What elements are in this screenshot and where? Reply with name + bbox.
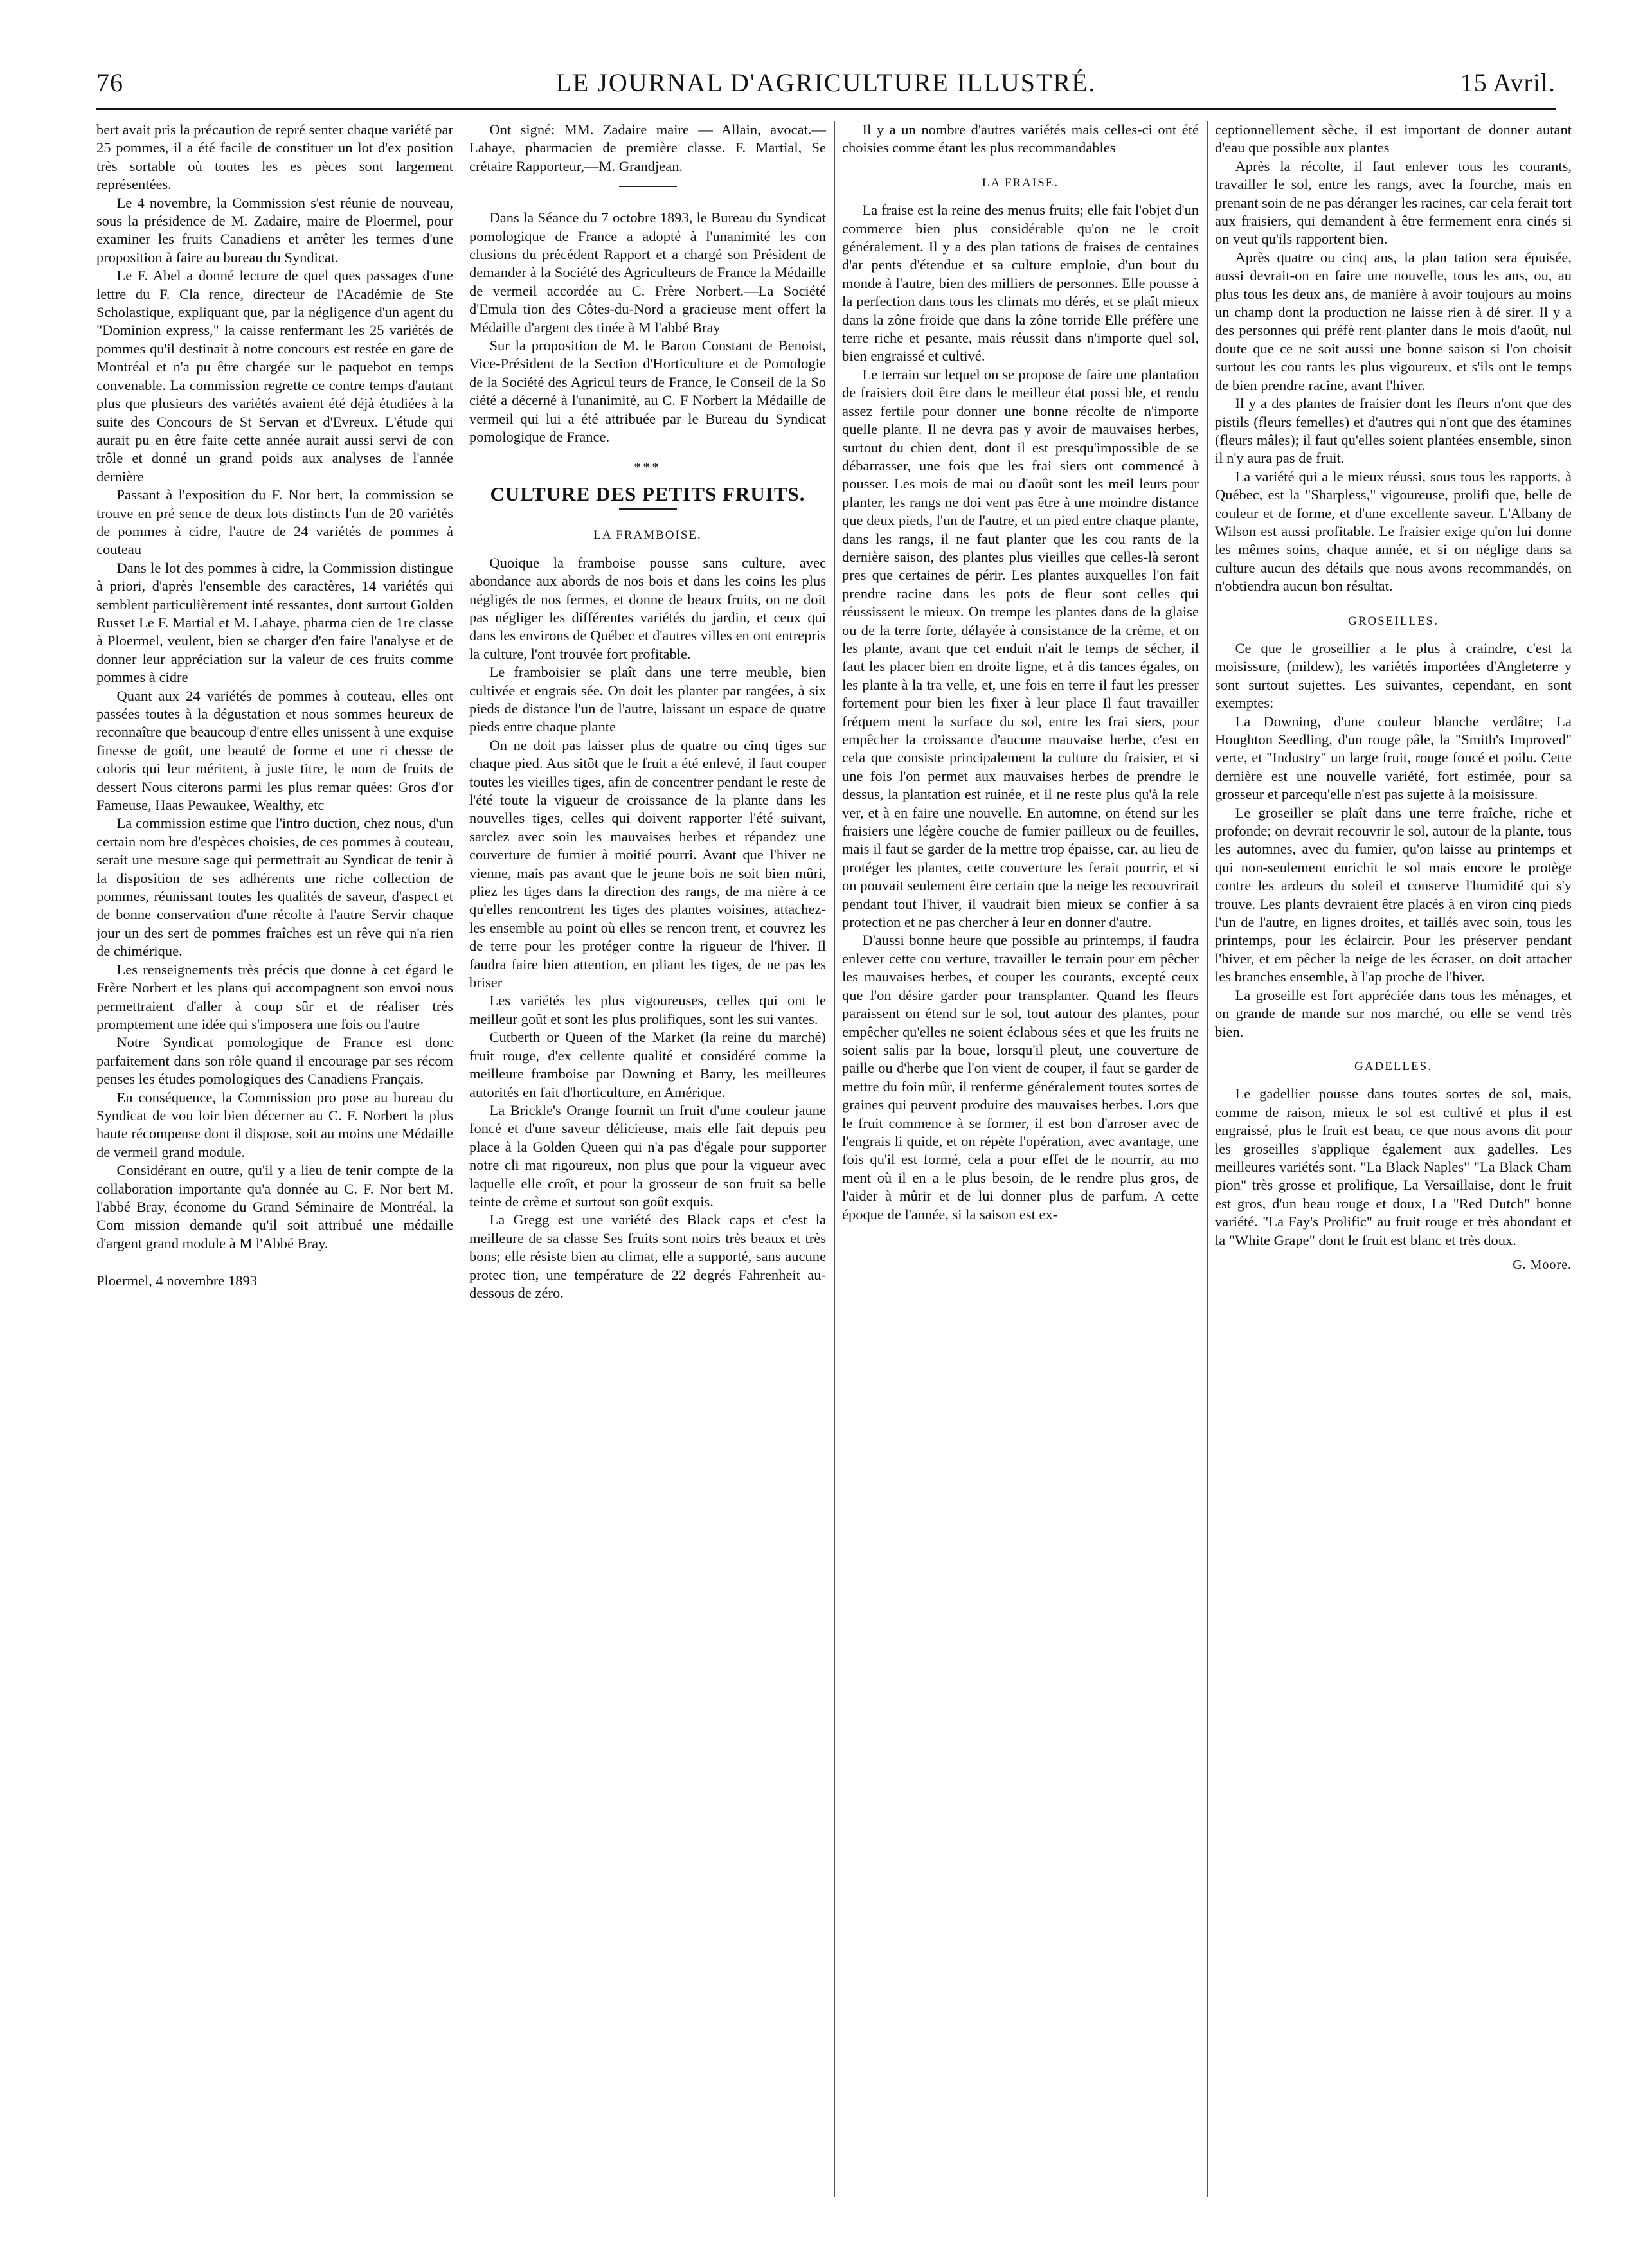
paragraph: Le groseiller se plaît dans une terre fraîche, riche et profonde; on devrait recouvrir le sol, autour de la plante, tous les automnes, avec du fumier, qu'on laisse au printemps et qui non-seulement enrichit le sol mais encore le protège contre les ardeurs du soleil et conserve l'humidité qui s'y trouve. Les plants devraient être placés à en viron cinq pieds l'un de l'autre, en lignes droites, et taillés avec soin, tous les printemps, pour les éclaircir. Pour les préserver pendant l'hiver, et em pêcher la neige de les écraser, on doit attacher les branches ensemble, à l'ap proche de l'hiver. <box>1215 804 1572 985</box>
paragraph: Après quatre ou cinq ans, la plan tation sera épuisée, aussi devrait-on en faire une nouvelle, tous les ans, ou, au plus tous les deux ans, de manière à avoir toujours au moins un champ dont la production ne laisse rien à dé sirer. Il y a des personnes qui préfè rent planter dans le mois d'août, nul doute que ce ne soit aussi une bonne saison si l'on choisit surtout les cou rants les plus vigoureux, et s'ils ont le temps de bien prendre racine, avant l'hiver. <box>1215 249 1572 393</box>
subsection-heading: GADELLES. <box>1354 1059 1432 1073</box>
paragraph: Après la récolte, il faut enlever tous les courants, travailler le sol, entre les rangs, avec la fourche, mais en prenant soin de ne pas déranger les racines, car cela ferait tort aux fraisiers, qui demandent à être fermement enra cinés si on veut qu'ils rapportent bien. <box>1215 157 1572 247</box>
paragraph: On ne doit pas laisser plus de quatre ou cinq tiges sur chaque pied. Aus sitôt que le fruit a été enlevé, il faut couper toutes les vieilles tiges, afin de concentrer pendant le reste de l'été toute la vigueur de croissance de la plante dans les nouvelles tiges, celles qui doivent rapporter l'été suivant, sarclez avec soin les mauvaises herbes et répandez une couverture de fumier à moitié pourri. Avant que l'hiver ne vienne, mais pas avant que le jeune bois ne soit bien mûri, pliez les tiges dans la direction des rangs, de ma nière à ce qu'elles rencontrent les tiges des plantes voisines, attachez-les ensemble au point où elles se rencon trent, et couvrez les de terre pour les protéger contre la rigueur de l'hiver. Il faudra faire bien attention, en pliant les tiges, de ne pas les briser <box>469 737 826 991</box>
paragraph: Sur la proposition de M. le Baron Constant de Benoist, Vice-Président de la Section d'Horticulture et de Pomologie de la Société des Agricul teurs de France, le Conseil de la So ciété a décerné à l'unanimité, au C. F Norbert la Médaille de vermeil qui lui a été attribuée par le Bureau du Syndicat pomologique de France. <box>469 337 826 445</box>
report-signoff: Ploermel, 4 novembre 1893 <box>96 1273 257 1289</box>
paragraph: Considérant en outre, qu'il y a lieu de tenir compte de la collaboration importante qu'a donnée au C. F. Nor bert M. l'abbé Bray, économe du Grand Séminaire de Montréal, la Com mission demande qu'il soit attribué une médaille d'argent grand module à M l'Abbé Bray. <box>96 1162 453 1251</box>
paragraph: Le framboisier se plaît dans une terre meuble, bien cultivée et engrais sée. On doit les planter par rangées, à six pieds de distance l'un de l'autre, laissant un espace de quatre pieds entre chaque plante <box>469 664 826 735</box>
paragraph: La Gregg est une variété des Black caps et c'est la meilleure de sa classe Ses fruits sont noirs très beaux et très bons; elle résiste bien au climat, elle a supporté, sans aucune protec tion, une température de 22 degrés Fahrenheit au-dessous de zéro. <box>469 1212 826 1301</box>
section-stars: *** <box>634 460 661 474</box>
header-rule <box>96 108 1556 110</box>
column-divider <box>834 121 835 2197</box>
paragraph: Dans la Séance du 7 octobre 1893, le Bureau du Syndicat pomologique de France a adopté à l'unanimité les con clusions du précédent Rapport et a chargé son Président de demander à la Société des Agriculteurs de France la Médaille de vermeil accordée au C. Frère Norbert.—La Société d'Emula tion des Côtes-du-Nord a gracieuse ment offert la Médaille d'argent des tinée à M l'abbé Bray <box>469 210 826 335</box>
paragraph: Ont signé: MM. Zadaire maire — Allain, avocat.—Lahaye, pharmacien de première classe. F. Martial, Se crétaire Rapporteur,—M. Grandjean. <box>469 121 826 174</box>
section-heading: CULTURE DES PETITS FRUITS. <box>490 482 805 505</box>
subsection-heading: LA FRAISE. <box>982 175 1059 190</box>
paragraph: Les renseignements très précis que donne à cet égard le Frère Norbert et les plans qui accompagnent son envoi nous permettraient d'aller à coup sûr et de réaliser très promptement une idée qui s'imposera une fois ou l'autre <box>96 961 453 1032</box>
author-signature: G. Moore. <box>1513 1257 1572 1272</box>
issue-date: 15 Avril. <box>1460 68 1556 97</box>
paragraph: La commission estime que l'intro duction, chez nous, d'un certain nom bre d'espèces choisies, de ces pommes à couteau, serait une mesure sage qui permettrait au Syndicat de tenir à la disposition de ses adhérents une riche collection de pommes, réunissant toutes les qualités de saveur, d'aspect et de bonne conservation d'une récolte à l'autre Servir chaque jour un des sert de pommes fraîches est un rêve qui n'a rien de chimérique. <box>96 815 453 960</box>
paragraph: La Downing, d'une couleur blanche verdâtre; La Houghton Seedling, d'un rouge pâle, la "Smith's Improved" verte, et "Industry" un large fruit, rouge foncé et poilu. Cette dernière est une nouvelle variété, fort estimée, pour sa grosseur et parcequ'elle n'est pas sujette à la moisissure. <box>1215 713 1572 803</box>
paragraph: La fraise est la reine des menus fruits; elle fait l'objet d'un commerce bien plus considérable qu'on ne le croit généralement. Il y a des plan tations de fraises de centaines d'ar pents d'étendue et sa culture emploie, d'un bout du monde à l'autre, bien des milliers de personnes. Elle pousse à la perfection dans tous les climats mo dérés, et se plaît mieux dans la zône froide que dans la zône torride Elle préfère une terre riche et pesante, mais réussit dans n'importe quel sol, bien engraissé et cultivé. <box>842 202 1199 364</box>
subsection-heading: LA FRAMBOISE. <box>593 528 702 542</box>
paragraph: En conséquence, la Commission pro pose au bureau du Syndicat de vou loir bien décerner au C. F. Norbert la plus haute récompense dont il dispose, soit au moins une Médaille de vermeil grand module. <box>96 1089 453 1160</box>
paragraph: Quoique la framboise pousse sans culture, avec abondance aux abords de nos bois et dans les coins les plus négligés de nos fermes, et donne de beaux fruits, on ne doit pas négliger les différentes variétés du jardin, et ceux qui dans les environs de Québec et d'autres villes en ont entrepris la culture, l'ont trouvée fort profitable. <box>469 554 826 662</box>
paragraph: Cutberth or Queen of the Market (la reine du marché) fruit rouge, d'ex cellente qualité et considéré comme la meilleure framboise par Downing et Barry, les meilleures autorités en fait d'horticulture, en Amérique. <box>469 1029 826 1100</box>
paragraph: Il y a des plantes de fraisier dont les fleurs n'ont que des pistils (fleurs femelles) et d'autres qui n'ont que des étamines (fleurs mâles); il faut qu'elles soient plantées ensemble, sinon il n'y aura pas de fruit. <box>1215 395 1572 467</box>
column-4 <box>1215 121 1572 2229</box>
paragraph: Le terrain sur lequel on se propose de faire une plantation de fraisiers doit être dans le meilleur état possi ble, et rendu assez fertile pour donner une bonne récolte de n'importe quelle plante. Il ne devra pas y avoir de mauvaises herbes, surtout du chien dent, dont il est presqu'impossible de se débarrasser, une fois que les frai siers ont commencé à pousser. Les mois de mai ou d'août sont les meil leurs pour planter, les rangs ne doi vent pas être à une moindre distance que deux pieds, l'un de l'autre, et un pied entre chaque plante, dans les rangs, il ne faut planter que les cou rants de la dernière saison, des plantes plus vieilles que celles-là seront pres que certaines de périr. Les plantes auxquelles l'on fait prendre racine dans les pots de fleur sont celles qui réussissent le mieux. On trempe les plantes dans de la glaise ou de la terre forte, délayée à consistance de la crème, et on les plante, avant que cet enduit n'ait le temps de sécher, il faut les placer bien en droite ligne, et à dis tances égales, on les plante à la tra velle, et, une fois en terre il faut les presser fortement pour bien les fixer à leur place Il faut travailler fréquem ment la surface du sol, entre les frai siers, pour empêcher la croissance d'aucune mauvaise herbe, c'est en cela que consiste principalement la culture du fraisier, et si une fois l'on permet aux mauvaises herbes de prendre le dessus, la plantation est ruinée, et il ne reste plus qu'à la rele ver, et à en faire une nouvelle. En automne, on étend sur les fraisiers une légère couche de fumier pailleux ou de feuilles, mais il faut se garder de la mettre trop épaisse, car, au lieu de protéger les plantes, cette couverture les ferait pourrir, et si on pouvait seulement être certain que la neige les recouvrirait pendant tout l'hiver, il vaudrait bien mieux se confier à sa protection et ne pas chercher à leur en donner d'autre. <box>842 366 1199 931</box>
paragraph: Passant à l'exposition du F. Nor bert, la commission se trouve en pré sence de deux lots distincts l'un de 20 variétés de pommes à cidre, l'autre de 24 variétés de pommes à couteau <box>96 487 453 558</box>
paragraph: La groseille est fort appréciée dans tous les ménages, et on grande de mande sur nos marché, ou elle se vend très bien. <box>1215 987 1572 1040</box>
paragraph: D'aussi bonne heure que possible au printemps, il faudra enlever cette cou verture, travailler le terrain pour em pêcher les mauvaises herbes, et couper les courants, excepté ceux que l'on désire garder pour transplanter. Quand les fleurs paraissent on étend sur le sol, tout autour des plantes, pour empêcher qu'elles ne soient éclabous sées et que les fruits ne soient salis par la boue, lorsqu'il pleut, une couverture de paille ou d'herbe que l'on vient de couper, il faut se garder de mettre du foin mûr, il renferme généralement toutes sortes de graines qui peuvent produire des mauvaises herbes. Lors que le fruit commence à se former, il est bon d'arroser avec de l'engrais li quide, et on répète l'opération, avec avantage, une fois qu'il est formé, cela a pour effet de le nourrir, au mo ment où il en a le plus besoin, de le rendre plus gros, de l'aider à mûrir et de lui donner plus de parfum. A cette époque de l'année, si la saison est ex- <box>842 932 1199 1222</box>
paragraph: Dans le lot des pommes à cidre, la Commission distingue à priori, d'après l'ensemble des caractères, 14 variétés qui semblent particulièrement inté ressantes, dont surtout Golden Russet Le F. Martial et M. Lahaye, pharma cien de 1re classe à Ploermel, veulent, bien se charger d'en faire l'analyse et de donner leur appréciation sur la valeur de ces fruits comme pommes à cidre <box>96 559 453 686</box>
paragraph: Notre Syndicat pomologique de France est donc parfaitement dans son rôle quand il encourage par ses récom penses les études pomologiques des Canadiens Français. <box>96 1034 453 1087</box>
journal-title: LE JOURNAL D'AGRICULTURE ILLUSTRÉ. <box>555 68 1097 97</box>
page-header <box>96 63 1556 103</box>
paragraph: Le 4 novembre, la Commission s'est réunie de nouveau, sous la présidence de M. Zadaire, maire de Ploermel, pour examiner les fruits Canadiens et arrêter les termes d'une proposition à faire au bureau du Syndicat. <box>96 194 453 265</box>
paragraph: Quant aux 24 variétés de pommes à couteau, elles ont passées toutes à la dégustation et nous sommes heureux de reconnaître que beaucoup d'entre elles unissent à une exquise finesse de goût, une beauté de forme et une ri chesse de coloris qui leur méritent, à juste titre, le nom de fruits de dessert Nous citerons parmi les plus remar quées: Gros d'or Fameuse, Haas Pewaukee, Wealthy, etc <box>96 687 453 814</box>
subsection-heading: GROSEILLES. <box>1348 614 1439 628</box>
column-1 <box>96 121 453 2229</box>
paragraph: La variété qui a le mieux réussi, sous tous les rapports, à Québec, est la "Sharpless," vigoureuse, prolifi que, belle de couleur et de forme, et d'une excellente saveur. L'Albany de Wilson est aussi profitable. Le fraisier exige qu'on lui donne les mêmes soins, chaque année, et si on néglige dans sa culture aucun des détails que nous avons recommandés, on n'obtiendra aucun bon résultat. <box>1215 468 1572 595</box>
page-number: 76 <box>96 68 123 97</box>
paragraph: Le F. Abel a donné lecture de quel ques passages d'une lettre du F. Cla rence, directeur de l'Académie de Ste Scholastique, expliquant que, par la négligence d'un agent du "Dominion express," la caisse renfermant les 25 variétés de pommes qu'il destinait à notre concours est restée en gare de Montréal et n'a pu être chargée sur le paquebot en temps convenable. La commission regrette ce contre temps d'autant plus que plusieurs des variétés avaient été déjà étudiées à la suite des Concours de St Servan et d'Evreux. L'étude qui aurait pu en être faite cette année aurait aussi servi de con trôle et donné un grand poids aux analyses de l'année dernière <box>96 267 453 485</box>
column-3 <box>842 121 1199 2229</box>
paragraph: Les variétés les plus vigoureuses, celles qui ont le meilleur goût et sont les plus prolifiques, sont les sui vantes. <box>469 992 826 1027</box>
column-divider <box>1207 121 1208 2197</box>
paragraph: Le gadellier pousse dans toutes sortes de sol, mais, comme de raison, mieux le sol est cultivé et plus il est engraissé, plus le fruit est beau, ce que nous avons dit pour les groseilles s'applique également aux gadelles. Les meilleures variétés sont. "La Black Naples" "La Black Cham pion" très grosse et prolifique, La Versaillaise, dont le fruit est gros, d'un beau rouge et doux, La "Red Dutch" bonne variété. "La Fay's Prolific" au fruit rouge et très abondant et la "White Grape" dont le fruit est blanc et très doux. <box>1215 1086 1572 1248</box>
paragraph: bert avait pris la précaution de repré senter chaque variété par 25 pommes, il a été facile de constituer un lot d'ex position très sortable où toutes les es pèces sont largement représentées. <box>96 121 453 193</box>
paragraph: ceptionnellement sèche, il est important de donner autant d'eau que possible aux plantes <box>1215 121 1572 156</box>
paragraph: Ce que le groseillier a le plus à craindre, c'est la moisissure, (mildew), les variétés importées d'Angleterre y sont surtout sujettes. Les suivantes, cependant, en sont exemptes: <box>1215 640 1572 711</box>
column-2 <box>469 121 826 2229</box>
heading-dash <box>619 508 677 510</box>
paragraph: La Brickle's Orange fournit un fruit d'une couleur jaune foncé et d'une saveur délicieuse, mais elle fait depuis peu place à la Golden Queen qui n'a pas d'égale pour supporter notre cli mat rigoureux, non plus que pour la vigueur avec laquelle elle croît, et pour la grosseur de son fruit sa belle teinte de crème et surtout son goût exquis. <box>469 1102 826 1210</box>
section-dash <box>619 186 677 187</box>
paragraph: Il y a un nombre d'autres variétés mais celles-ci ont été choisies comme étant les plus recommandables <box>842 121 1199 156</box>
